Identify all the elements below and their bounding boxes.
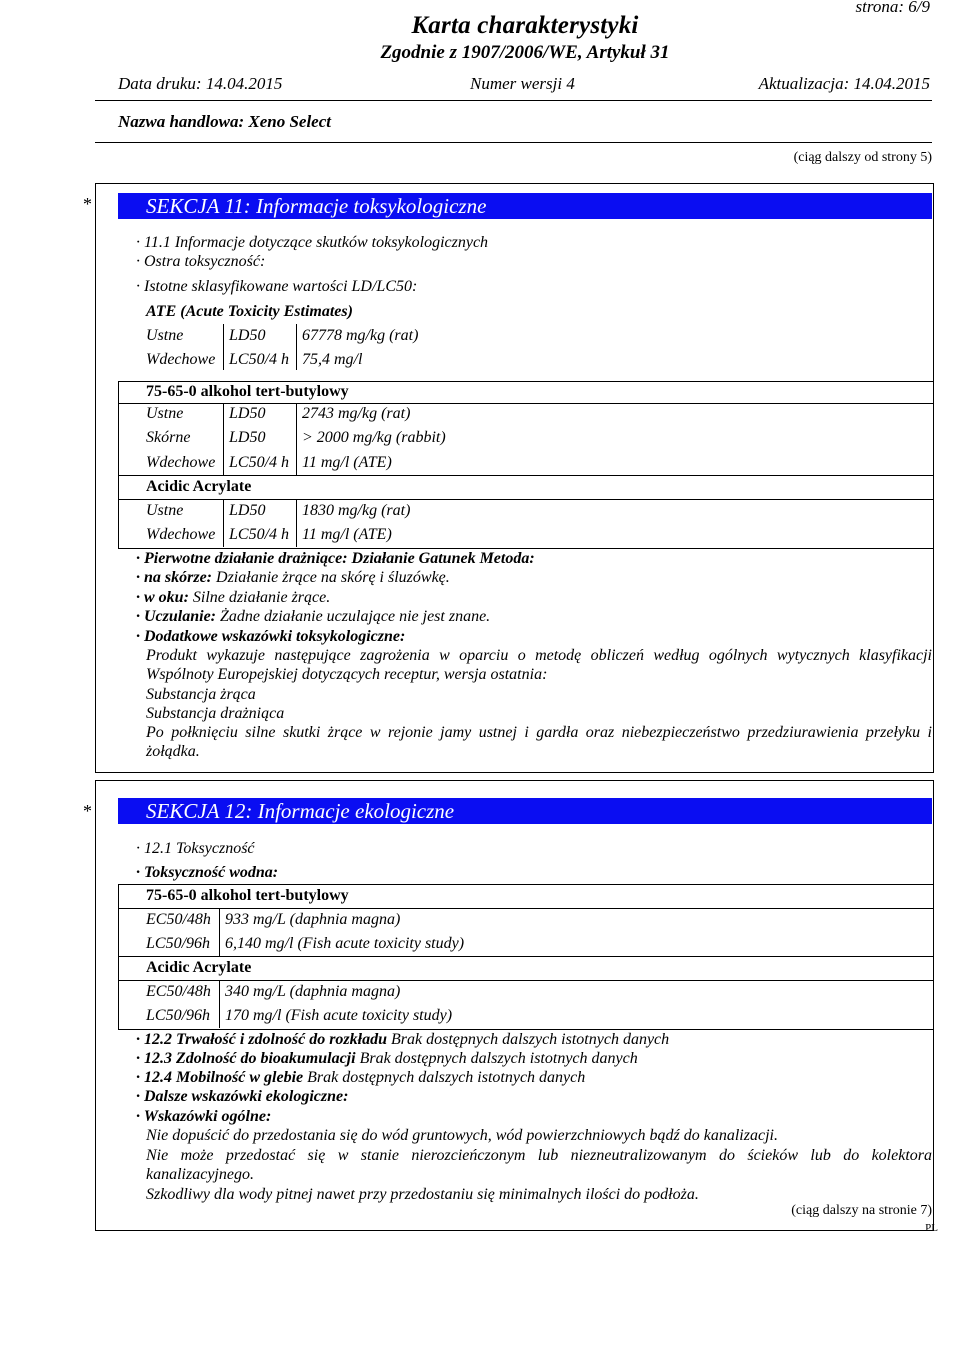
document-title: Karta charakterystyki bbox=[411, 12, 639, 39]
s11-skin-value: Działanie żrące na skórę i śluzówkę. bbox=[216, 569, 450, 586]
tox-divider bbox=[118, 475, 933, 476]
tox-value: > 2000 mg/kg (rabbit) bbox=[302, 429, 446, 446]
s12-mobility bbox=[136, 1068, 585, 1087]
ate-param: LC50/4 h bbox=[229, 351, 290, 368]
document-subtitle: Zgodnie z 1907/2006/WE, Artykuł 31 bbox=[380, 42, 670, 63]
eco-col-divider bbox=[219, 980, 220, 1028]
s12-eco-notes: · Dalsze wskazówki ekologiczne: bbox=[136, 1088, 349, 1105]
trade-name: Nazwa handlowa: Xeno Select bbox=[118, 112, 331, 131]
trade-name-divider bbox=[95, 142, 932, 143]
section12-change-marker: * bbox=[83, 801, 92, 821]
tox-route: Skórne bbox=[146, 429, 191, 446]
s12-mobility-label: · 12.4 Mobilność w glebie bbox=[136, 1069, 304, 1086]
eco-value: 340 mg/L (daphnia magna) bbox=[225, 983, 401, 1000]
s11-line-11-1: · 11.1 Informacje dotyczące skutków toksykologicznych bbox=[136, 234, 489, 251]
tox-value: 11 mg/l (ATE) bbox=[302, 454, 392, 471]
s12-general-p1: Nie dopuścić do przedostania się do wód gruntowych, wód powierzchniowych bądź do kanalizacji. bbox=[146, 1127, 778, 1144]
ate-value: 67778 mg/kg (rat) bbox=[302, 327, 419, 344]
ate-route: Ustne bbox=[146, 327, 184, 344]
tox-param: LD50 bbox=[229, 405, 266, 422]
section11-header-bar bbox=[118, 193, 932, 219]
eco-value: 6,140 mg/l (Fish acute toxicity study) bbox=[225, 935, 465, 952]
eco-value: 933 mg/L (daphnia magna) bbox=[225, 911, 401, 928]
s12-bioaccumulation bbox=[136, 1049, 638, 1068]
header-divider bbox=[95, 100, 932, 101]
s11-extra-paragraph: Produkt wykazuje następujące zagrożenia w oparciu o metodę obliczeń według ogólnych wytycznych klasyfikacji Wspólnoty Europejskiej dotyczących receptur, wersja ostatnia: bbox=[146, 647, 932, 683]
s12-bioaccumulation-value: Brak dostępnych dalszych istotnych danych bbox=[359, 1050, 638, 1067]
s11-extra-label: · Dodatkowe wskazówki toksykologiczne: bbox=[136, 628, 406, 645]
s11-eye-value: Silne działanie żrące. bbox=[192, 589, 331, 606]
s12-aquatic-toxicity: · Toksyczność wodna: bbox=[136, 864, 279, 881]
continued-to: (ciąg dalszy na stronie 7) bbox=[791, 1203, 932, 1218]
tox-route: Ustne bbox=[146, 502, 184, 519]
s12-persistence-value: Brak dostępnych dalszych istotnych danych bbox=[391, 1031, 670, 1048]
tox-col-divider bbox=[296, 403, 297, 475]
tox-value: 11 mg/l (ATE) bbox=[302, 526, 392, 543]
tox-substance-2: Acidic Acrylate bbox=[146, 478, 252, 495]
eco-divider bbox=[118, 956, 933, 957]
eco-param: EC50/48h bbox=[146, 911, 211, 928]
version-number: Numer wersji 4 bbox=[470, 74, 575, 93]
ate-param: LD50 bbox=[229, 327, 266, 344]
section11-change-marker: * bbox=[83, 194, 92, 214]
language-code: PL bbox=[925, 1222, 938, 1234]
page-number: strona: 6/9 bbox=[855, 0, 930, 16]
s12-persistence bbox=[136, 1030, 669, 1049]
tox-col-divider bbox=[223, 403, 224, 475]
s11-skin bbox=[136, 568, 450, 587]
eco-col-divider bbox=[219, 908, 220, 956]
section12-title: SEKCJA 12: Informacje ekologiczne bbox=[146, 799, 455, 823]
tox-param: LC50/4 h bbox=[229, 454, 290, 471]
tox-divider bbox=[118, 499, 933, 500]
s11-skin-label: · na skórze: bbox=[136, 569, 213, 586]
tox-col-divider bbox=[223, 499, 224, 547]
s12-general-notes: · Wskazówki ogólne: bbox=[136, 1108, 272, 1125]
eco-substance-2: Acidic Acrylate bbox=[146, 959, 252, 976]
s12-line-12-1: · 12.1 Toksyczność bbox=[136, 840, 255, 857]
s11-sensitisation bbox=[136, 607, 490, 626]
tox-substance-1: 75-65-0 alkohol tert-butylowy bbox=[146, 383, 349, 400]
s11-irritant: Substancja drażniąca bbox=[146, 705, 285, 722]
s11-sens-label: · Uczulanie: bbox=[136, 608, 216, 625]
update-date: Aktualizacja: 14.04.2015 bbox=[758, 74, 930, 93]
s11-sens-value: Żadne działanie uczulające nie jest znane. bbox=[220, 608, 491, 625]
print-date: Data druku: 14.04.2015 bbox=[118, 74, 283, 93]
section12-header-bar bbox=[118, 798, 932, 824]
tox-value: 1830 mg/kg (rat) bbox=[302, 502, 411, 519]
tox-param: LD50 bbox=[229, 429, 266, 446]
ate-col-divider bbox=[296, 324, 297, 370]
s11-ingestion: Po połknięciu silne skutki żrące w rejonie jamy ustnej i gardła oraz niebezpieczeństwo przedziurawienia przełyku i żołądka. bbox=[146, 724, 932, 760]
s12-general-p2: Nie może przedostać się w stanie nierozcieńczonym lub niezneutralizowanym do ścieków lub do kolektora kanalizacyjnego. bbox=[146, 1147, 932, 1183]
s11-acute-toxicity: · Ostra toksyczność: bbox=[136, 253, 266, 270]
s12-persistence-label: · 12.2 Trwałość i zdolność do rozkładu bbox=[136, 1031, 387, 1048]
s12-general-p3: Szkodliwy dla wody pitnej nawet przy przedostaniu się minimalnych ilości do podłoża. bbox=[146, 1186, 699, 1203]
s12-bioaccumulation-label: · 12.3 Zdolność do bioakumulacji bbox=[136, 1050, 356, 1067]
tox-route: Ustne bbox=[146, 405, 184, 422]
tox-param: LC50/4 h bbox=[229, 526, 290, 543]
s11-corrosive: Substancja żrąca bbox=[146, 686, 256, 703]
eco-param: EC50/48h bbox=[146, 983, 211, 1000]
s11-irritation: · Pierwotne działanie drażniące: Działanie Gatunek Metoda: bbox=[136, 550, 535, 567]
continued-from: (ciąg dalszy od strony 5) bbox=[793, 150, 932, 165]
tox-col-divider bbox=[296, 499, 297, 547]
tox-param: LD50 bbox=[229, 502, 266, 519]
ate-title: ATE (Acute Toxicity Estimates) bbox=[146, 303, 353, 320]
ate-value: 75,4 mg/l bbox=[302, 351, 363, 368]
tox-route: Wdechowe bbox=[146, 454, 216, 471]
s11-ld-lc50-values: · Istotne sklasyfikowane wartości LD/LC50: bbox=[136, 278, 418, 295]
tox-route: Wdechowe bbox=[146, 526, 216, 543]
s11-eye bbox=[136, 588, 330, 607]
ate-col-divider bbox=[223, 324, 224, 370]
ate-route: Wdechowe bbox=[146, 351, 216, 368]
eco-value: 170 mg/l (Fish acute toxicity study) bbox=[225, 1007, 453, 1024]
s12-mobility-value: Brak dostępnych dalszych istotnych danych bbox=[307, 1069, 586, 1086]
eco-substance-1: 75-65-0 alkohol tert-butylowy bbox=[146, 887, 349, 904]
tox-value: 2743 mg/kg (rat) bbox=[302, 405, 411, 422]
eco-divider bbox=[118, 908, 933, 909]
eco-divider bbox=[118, 980, 933, 981]
eco-param: LC50/96h bbox=[146, 1007, 211, 1024]
section11-title: SEKCJA 11: Informacje toksykologiczne bbox=[146, 194, 487, 218]
eco-param: LC50/96h bbox=[146, 935, 211, 952]
s11-eye-label: · w oku: bbox=[136, 589, 189, 606]
